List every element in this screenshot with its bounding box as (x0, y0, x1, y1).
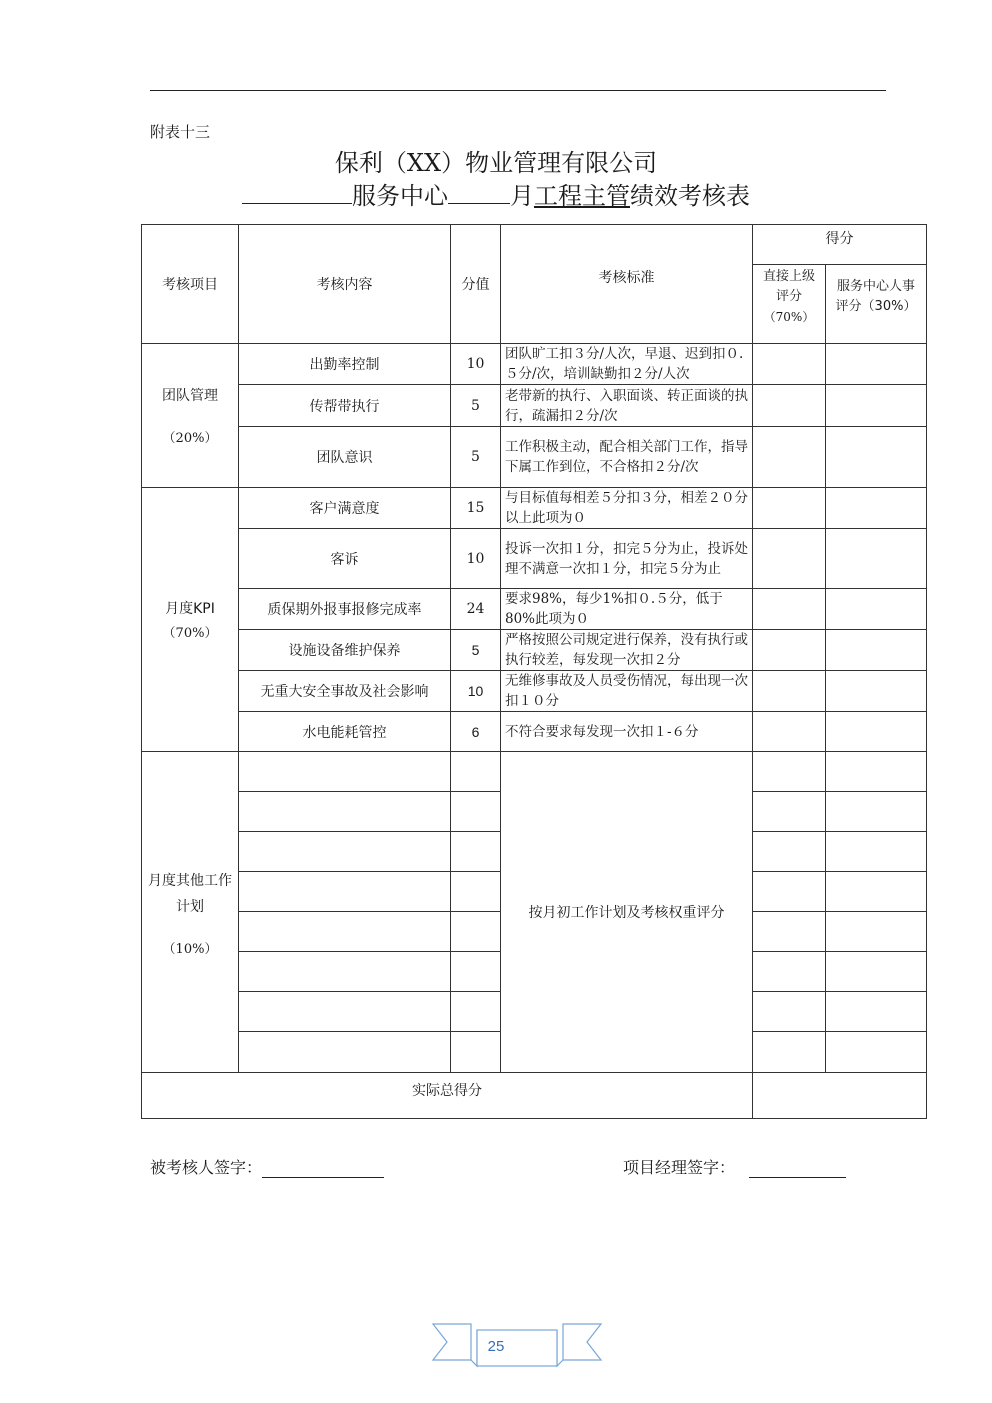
plan-content-input[interactable] (239, 1032, 451, 1073)
content-cell: 无重大安全事故及社会影响 (239, 671, 451, 712)
form-title (0, 176, 992, 211)
header-content: 考核内容 (239, 225, 451, 344)
hr-score-input[interactable] (826, 1032, 927, 1073)
score-cell: 5 (451, 630, 501, 671)
direct-score-input[interactable] (753, 952, 826, 992)
title-position: 工程主管 (534, 182, 630, 210)
header-result: 得分 (753, 225, 927, 265)
header-item: 考核项目 (142, 225, 239, 344)
plan-score-input[interactable] (451, 1032, 501, 1073)
hr-score-input[interactable] (826, 589, 927, 630)
plan-content-input[interactable] (239, 912, 451, 952)
group-monthly-other-plan: 月度其他工作计划 （10%） (142, 752, 239, 1073)
score-cell: 24 (451, 589, 501, 630)
score-cell: 15 (451, 488, 501, 529)
standard-cell: 要求98%，每少1%扣０.５分，低于80%此项为０ (501, 589, 753, 630)
plan-score-input[interactable] (451, 992, 501, 1032)
manager-signature: 项目经理签字： (623, 1155, 846, 1178)
plan-score-input[interactable] (451, 752, 501, 792)
hr-score-input[interactable] (826, 344, 927, 385)
content-cell: 客户满意度 (239, 488, 451, 529)
hr-score-input[interactable] (826, 488, 927, 529)
plan-score-input[interactable] (451, 872, 501, 912)
standard-cell: 与目标值每相差５分扣３分，相差２０分以上此项为０ (501, 488, 753, 529)
score-cell: 10 (451, 529, 501, 589)
hr-score-input[interactable] (826, 952, 927, 992)
direct-score-input[interactable] (753, 712, 826, 752)
content-cell: 水电能耗管控 (239, 712, 451, 752)
appendix-label: 附表十三 (150, 123, 211, 141)
score-cell: 5 (451, 427, 501, 488)
hr-score-input[interactable] (826, 792, 927, 832)
plan-score-input[interactable] (451, 912, 501, 952)
hr-score-input[interactable] (826, 912, 927, 952)
service-center-blank[interactable] (242, 179, 352, 204)
header-standard: 考核标准 (501, 225, 753, 344)
direct-score-input[interactable] (753, 872, 826, 912)
plan-content-input[interactable] (239, 792, 451, 832)
plan-content-input[interactable] (239, 752, 451, 792)
plan-score-input[interactable] (451, 952, 501, 992)
content-cell: 团队意识 (239, 427, 451, 488)
hr-score-input[interactable] (826, 752, 927, 792)
group-monthly-kpi: 月度KPI （70%） (142, 488, 239, 752)
standard-cell: 不符合要求每发现一次扣１-６分 (501, 712, 753, 752)
direct-score-input[interactable] (753, 589, 826, 630)
header-score: 分值 (451, 225, 501, 344)
direct-score-input[interactable] (753, 344, 826, 385)
plan-content-input[interactable] (239, 832, 451, 872)
hr-score-input[interactable] (826, 832, 927, 872)
assessee-signature: 被考核人签字： (150, 1155, 384, 1178)
direct-score-input[interactable] (753, 630, 826, 671)
hr-score-input[interactable] (826, 385, 927, 427)
company-title: 保利（XX）物业管理有限公司 (334, 149, 658, 177)
header-direct-supervisor: 直接上级评分 （70%） (753, 265, 826, 344)
direct-score-input[interactable] (753, 671, 826, 712)
manager-signature-line[interactable] (749, 1159, 846, 1178)
score-cell: 6 (451, 712, 501, 752)
score-cell: 5 (451, 385, 501, 427)
hr-score-input[interactable] (826, 872, 927, 912)
direct-score-input[interactable] (753, 1032, 826, 1073)
direct-score-input[interactable] (753, 752, 826, 792)
standard-cell: 老带新的执行、入职面谈、转正面谈的执行，疏漏扣２分/次 (501, 385, 753, 427)
standard-cell: 工作积极主动，配合相关部门工作，指导下属工作到位，不合格扣２分/次 (501, 427, 753, 488)
direct-score-input[interactable] (753, 992, 826, 1032)
hr-score-input[interactable] (826, 427, 927, 488)
standard-cell: 团队旷工扣３分/人次，早退、迟到扣０.５分/次，培训缺勤扣２分/人次 (501, 344, 753, 385)
total-score-label: 实际总得分 (142, 1073, 753, 1119)
header-rule (150, 90, 886, 91)
hr-score-input[interactable] (826, 992, 927, 1032)
plan-content-input[interactable] (239, 992, 451, 1032)
content-cell: 质保期外报事报修完成率 (239, 589, 451, 630)
page-number: 25 (487, 1338, 505, 1355)
hr-score-input[interactable] (826, 671, 927, 712)
content-cell: 客诉 (239, 529, 451, 589)
group-team-management: 团队管理 （20%） (142, 344, 239, 488)
content-cell: 出勤率控制 (239, 344, 451, 385)
direct-score-input[interactable] (753, 488, 826, 529)
content-cell: 传帮带执行 (239, 385, 451, 427)
hr-score-input[interactable] (826, 529, 927, 589)
score-cell: 10 (451, 671, 501, 712)
direct-score-input[interactable] (753, 427, 826, 488)
hr-score-input[interactable] (826, 630, 927, 671)
month-blank[interactable] (448, 179, 510, 204)
title-service-center: 服务中心 (352, 182, 448, 210)
direct-score-input[interactable] (753, 912, 826, 952)
plan-content-input[interactable] (239, 952, 451, 992)
plan-score-input[interactable] (451, 792, 501, 832)
total-score-input[interactable] (753, 1073, 927, 1119)
standard-cell: 严格按照公司规定进行保养，没有执行或执行较差，每发现一次扣２分 (501, 630, 753, 671)
content-cell: 设施设备维护保养 (239, 630, 451, 671)
title-month: 月 (510, 182, 534, 210)
assessee-signature-line[interactable] (262, 1159, 384, 1178)
plan-score-input[interactable] (451, 832, 501, 872)
plan-standard: 按月初工作计划及考核权重评分 (501, 752, 753, 1073)
header-hr: 服务中心人事评分（30%） (826, 265, 927, 344)
direct-score-input[interactable] (753, 792, 826, 832)
direct-score-input[interactable] (753, 529, 826, 589)
direct-score-input[interactable] (753, 385, 826, 427)
standard-cell: 无维修事故及人员受伤情况，每出现一次扣１０分 (501, 671, 753, 712)
plan-content-input[interactable] (239, 872, 451, 912)
hr-score-input[interactable] (826, 712, 927, 752)
assessment-table (141, 224, 927, 1119)
score-cell: 10 (451, 344, 501, 385)
standard-cell: 投诉一次扣１分，扣完５分为止，投诉处理不满意一次扣１分，扣完５分为止 (501, 529, 753, 589)
title-suffix: 绩效考核表 (630, 182, 750, 210)
direct-score-input[interactable] (753, 832, 826, 872)
